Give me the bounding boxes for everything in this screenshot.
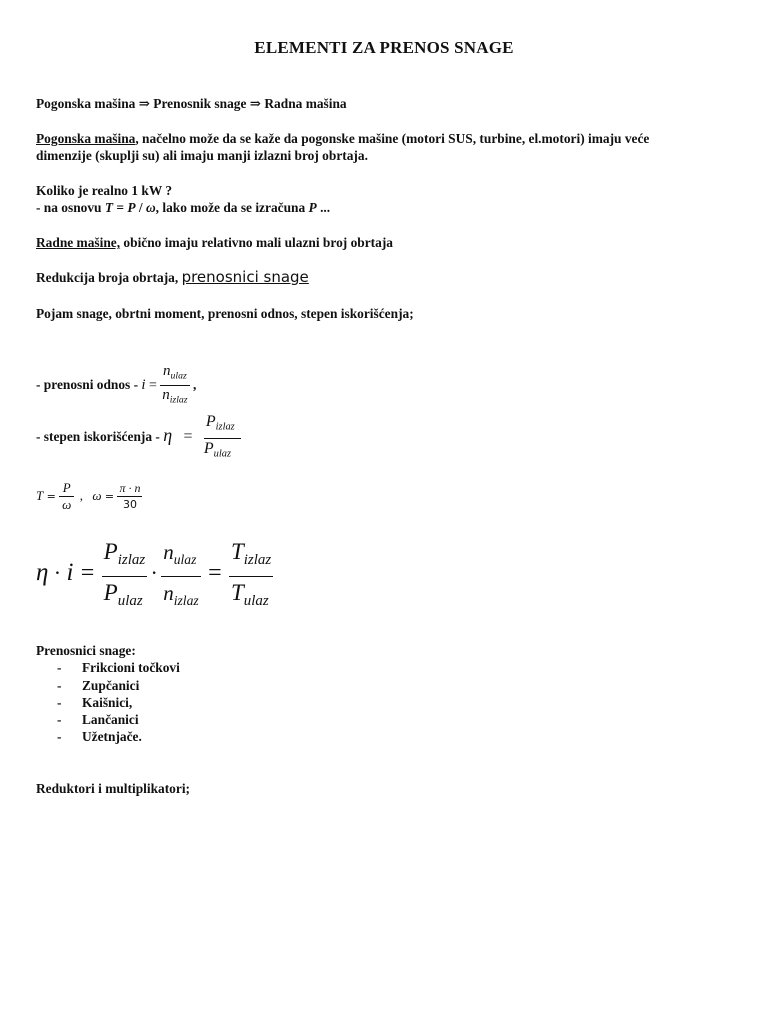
list-item: Zupčanici [82,678,140,693]
bullet-dash: - [57,712,62,727]
formula-text-mid: , lako može da se izračuna [155,200,309,215]
torque-fraction [59,480,74,513]
efficiency-num: P [205,413,216,430]
big-fraction-torque [229,536,273,617]
symbol-P2: P [308,200,317,215]
ratio-comma: , [192,376,197,392]
para-driving-line1 [36,130,649,147]
transmissions-heading: Prenosnici snage: [36,643,136,658]
flow-transmission: Prenosnik snage [153,96,247,111]
efficiency-formula-line [36,412,241,458]
formula-text-line [36,199,330,216]
ratio-num: n [163,363,171,379]
big-f2-den: n [163,581,174,606]
big-eq: = [80,559,95,586]
ratio-formula-line [36,362,196,406]
torque-formula-line [36,478,142,514]
para-working-line [36,234,393,251]
big-eta: η [36,558,49,586]
efficiency-num-sub: izlaz [215,421,235,433]
ratio-den-sub: izlaz [169,394,188,406]
efficiency-label: - stepen iskorišćenja - [36,429,164,445]
ratio-eq: = [148,377,157,393]
bullet-dash: - [57,660,62,675]
efficiency-den: P [203,439,214,457]
big-f2-num: n [163,540,174,565]
reducers-line: Reduktori i multiplikatori; [36,781,190,796]
list-item: Užetnjače. [82,729,142,744]
para-driving-rest: , načelno može da se kaže da pogonske mašine (motori SUS, turbine, el.motori) imaju veće [135,131,650,146]
list-item: Lančanici [82,712,139,727]
big-f2-num-sub: ulaz [173,552,197,568]
efficiency-fraction [204,412,241,464]
list-item: Frikcioni točkovi [82,660,180,675]
omega-num: π · n [119,481,141,496]
para-working-rest: obično imaju relativno mali ulazni broj obrtaja [120,235,393,250]
torque-num: P [62,480,71,496]
big-f2-den-sub: izlaz [173,592,199,608]
ratio-fraction [160,362,189,410]
torque-eq: = [46,490,56,503]
omega-den: 30 [122,498,137,512]
big-eq-2: = [208,559,222,586]
para-driving-line2: dimenzije (skuplji su) ali imaju manji izlazni broj obrtaja. [36,148,368,163]
question-line: Koliko je realno 1 kW ? [36,183,173,198]
arrow-icon: ⇒ [138,96,150,111]
efficiency-eq: = [183,428,193,446]
omega-fraction [117,480,142,513]
efficiency-den-sub: ulaz [213,448,231,460]
flow-working-machine: Radna mašina [264,96,347,111]
symbol-T: T [104,200,114,215]
machine-flow-line [36,95,347,112]
big-fraction-power [102,536,147,617]
bullet-dash: - [57,678,62,693]
omega-lhs: ω [92,488,102,503]
ratio-den: n [162,387,170,404]
term-working-machines: Radne mašine, [36,235,121,250]
symbol-omega: ω [145,200,156,215]
flow-driving-machine: Pogonska mašina [36,96,136,111]
symbol-eq: = [113,200,128,215]
torque-den: ω [62,497,72,513]
big-f3-num-sub: izlaz [243,552,272,569]
reduction-text: Redukcija broja obrtaja, [36,270,182,285]
big-f1-den-sub: ulaz [117,593,143,610]
big-efficiency-formula [36,536,273,610]
reduction-emph: prenosnici snage [181,268,309,286]
reduction-line [36,269,309,286]
ratio-num-sub: ulaz [170,370,187,382]
bullet-dash: - [57,729,62,744]
torque-T: T [36,488,44,503]
bullet-dash: - [57,695,62,710]
concepts-line: Pojam snage, obrtni moment, prenosni odnos, stepen iskorišćenja; [36,306,414,321]
big-f1-den: P [103,580,118,606]
big-f1-num-sub: izlaz [117,552,146,569]
big-dot-2: · [150,559,158,585]
big-f1-num: P [103,539,118,564]
symbol-slash: / [135,200,146,215]
omega-eq: = [104,490,115,503]
big-fraction-speed [161,536,201,617]
symbol-P: P [127,200,136,215]
big-f3-den-sub: ulaz [243,593,269,610]
big-i: i [66,558,74,586]
big-f3-num: T [230,539,244,564]
ratio-i: i [141,376,146,393]
page-title: ELEMENTI ZA PRENOS SNAGE [254,38,514,57]
formula-text-pre: - na osnovu [36,200,105,215]
term-driving-machine: Pogonska mašina [36,131,136,146]
big-dot: · [53,559,62,585]
torque-comma: , [79,488,83,503]
ratio-label: - prenosni odnos - [36,376,142,392]
arrow-icon: ⇒ [249,96,262,111]
formula-text-end: ... [316,200,331,215]
list-item: Kaišnici, [82,695,133,710]
efficiency-eta: η [163,425,173,446]
big-f3-den: T [230,580,244,606]
